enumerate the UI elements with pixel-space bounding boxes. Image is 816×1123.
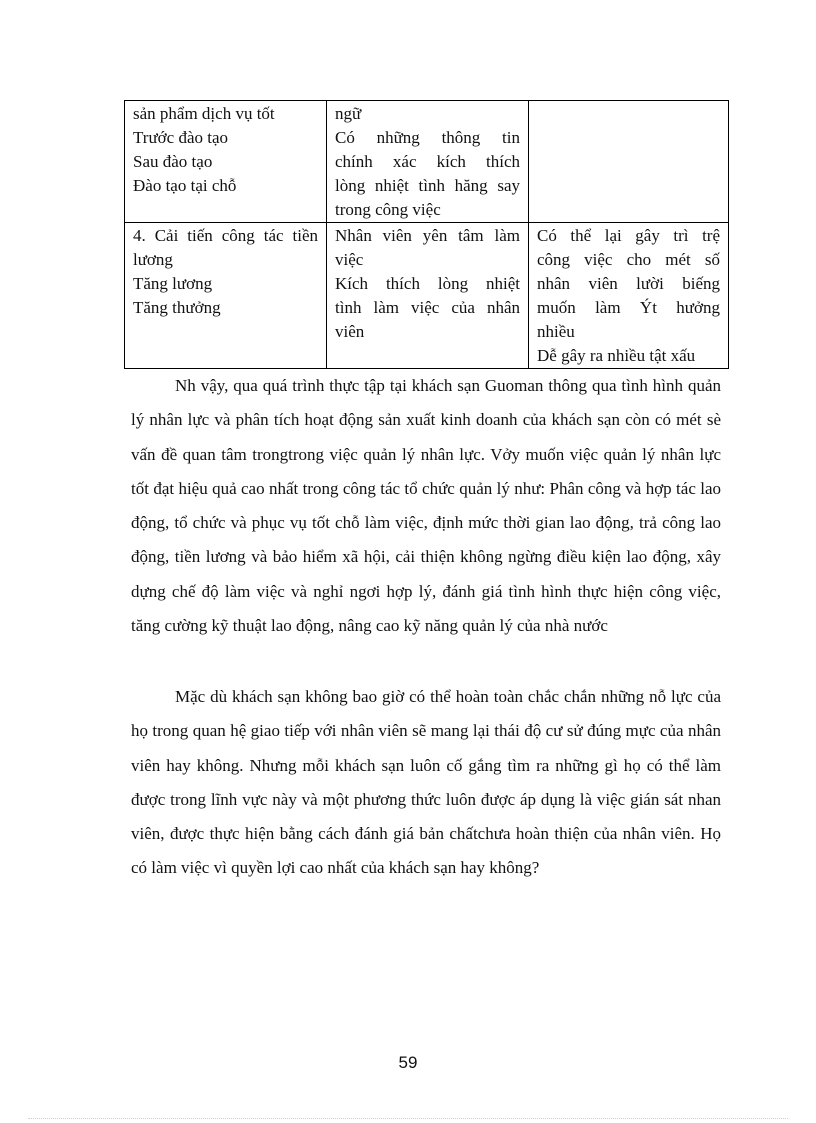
cell-text: lương bbox=[133, 250, 173, 269]
cell-text: 4. Cải tiến công tác tiền bbox=[133, 226, 318, 245]
body-paragraph bbox=[131, 369, 721, 643]
paragraph-text: Nh vậy, qua quá trình thực tập tại khách sạn Guoman thông qua tình hình quản lý nhân lực và phân tích hoạt động sản xuất kinh doanh của khách sạn còn có mét sè vấn đề quan tâm trongtrong việc quản lý nhân lực. Vởy muốn việc quản lý nhân lực tốt đạt hiệu quả cao nhất trong công tác tổ chức quản lý như: Phân công và hợp tác lao động, tổ chức và phục vụ tốt chỗ làm việc, định mức thời gian lao động, trả công lao động, tiền lương và bảo hiểm xã hội, cải thiện không ngừng điều kiện lao động, xây dựng chế độ làm việc và nghỉ ngơi hợp lý, đánh giá tình hình thực hiện công việc, tăng cường kỹ thuật lao động, nâng cao kỹ năng quản lý của nhà nước bbox=[131, 376, 721, 636]
table-cell-benefit bbox=[327, 223, 529, 369]
cell-text: Dễ gây ra nhiều tật xấu bbox=[537, 346, 696, 365]
table-row bbox=[125, 223, 729, 369]
cell-text: Có những thông tin bbox=[335, 128, 520, 147]
cell-text: chính xác kích thích bbox=[335, 152, 520, 171]
body-paragraph bbox=[131, 680, 721, 886]
cell-text: Tăng thưởng bbox=[133, 298, 221, 317]
cell-text: sản phẩm dịch vụ tốt bbox=[133, 104, 275, 123]
measures-table bbox=[124, 100, 729, 369]
cell-text: nhân viên lười biếng bbox=[537, 274, 720, 293]
cell-text: trong công việc bbox=[335, 200, 441, 219]
cell-text: Có thể lại gây trì trệ bbox=[537, 226, 720, 245]
cell-text: Sau đào tạo bbox=[133, 152, 213, 171]
cell-text: Trước đào tạo bbox=[133, 128, 229, 147]
table-cell-measure bbox=[125, 101, 327, 223]
cell-text: tình làm việc của nhân bbox=[335, 298, 520, 317]
cell-text: việc bbox=[335, 250, 364, 269]
cell-text: viên bbox=[335, 322, 365, 341]
cell-text: nhiều bbox=[537, 322, 575, 341]
paragraph-text: Mặc dù khách sạn không bao giờ có thể hoàn toàn chắc chắn những nỗ lực của họ trong quan hệ giao tiếp với nhân viên sẽ mang lại thái độ cư sử đúng mực của nhân viên hay không. Nhưng mỗi khách sạn luôn cố gắng tìm ra những gì họ có thể làm được trong lĩnh vực này và một phương thức luôn được áp dụng là việc gián sát nhan viên, được thực hiện bằng cách đánh giá bản chấtchưa hoàn thiện của nhân viên. Họ có làm việc vì quyền lợi cao nhất của khách sạn hay không? bbox=[131, 687, 721, 878]
table-cell-drawback bbox=[529, 101, 729, 223]
page-number: 59 bbox=[398, 1053, 418, 1072]
cell-text: Nhân viên yên tâm làm bbox=[335, 226, 520, 245]
cell-text: Tăng lương bbox=[133, 274, 213, 293]
cell-text: lòng nhiệt tình hăng say bbox=[335, 176, 520, 195]
cell-text: công việc cho mét số bbox=[537, 250, 720, 269]
table-row bbox=[125, 101, 729, 223]
table-cell-drawback bbox=[529, 223, 729, 369]
page-bottom-divider bbox=[28, 1118, 788, 1119]
cell-text: ngữ bbox=[335, 104, 362, 123]
table-cell-measure bbox=[125, 223, 327, 369]
cell-text: Đào tạo tại chỗ bbox=[133, 176, 237, 195]
cell-text: muốn làm Ýt hưởng bbox=[537, 298, 720, 317]
cell-text: Kích thích lòng nhiệt bbox=[335, 274, 520, 293]
table-cell-benefit bbox=[327, 101, 529, 223]
